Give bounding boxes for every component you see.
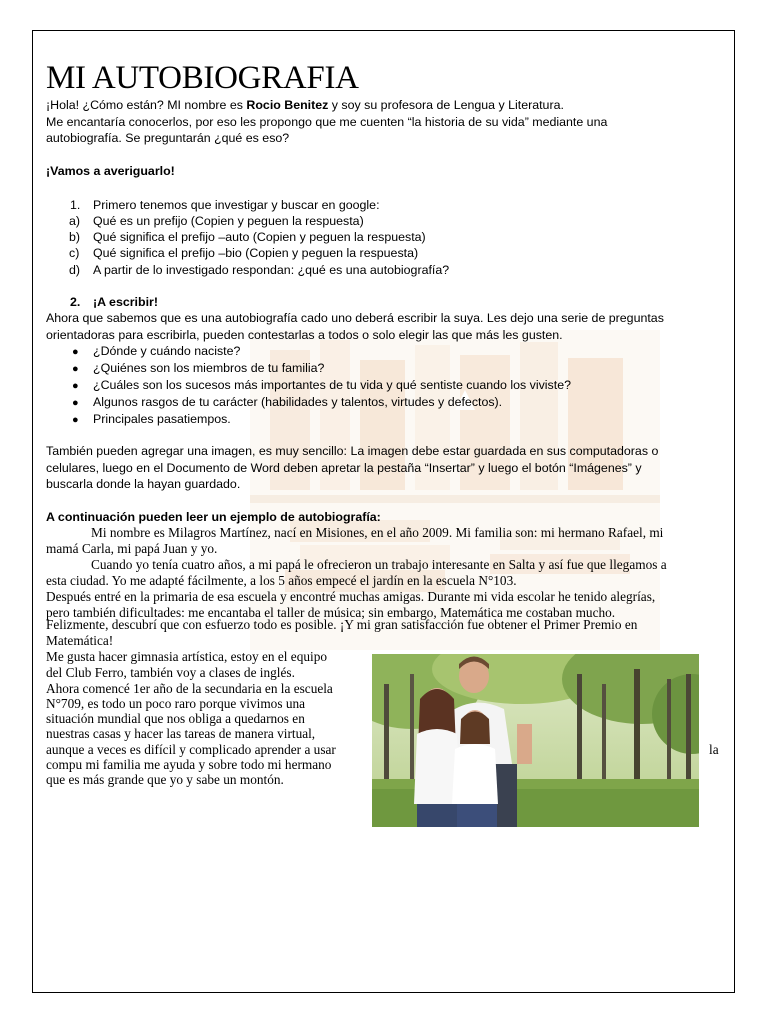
- example-p3-line-4: Matemática!: [46, 633, 114, 648]
- example-p3-line-3: Felizmente, descubrí que con esfuerzo todo es posible. ¡Y mi gran satisfacción fue obtener el Primer Premio en: [46, 617, 638, 632]
- step-2-line-2: orientadoras para escribirla, pueden contestarlas a todos o solo elegir las que más les gusten.: [46, 328, 563, 342]
- bullet-icon: ●: [72, 380, 79, 392]
- example-p3-line-1: Después entré en la primaria de esa escuela y encontré muchas amigas. Durante mi vida escolar he tenido alegrías,: [46, 589, 656, 604]
- sub-item-text: Qué significa el prefijo –auto (Copien y peguen la respuesta): [93, 230, 426, 244]
- sub-item-letter: a): [69, 214, 81, 228]
- intro-text: y soy su profesora de Lengua y Literatura.: [328, 98, 564, 112]
- example-left-line: del Club Ferro, también voy a clases de inglés.: [46, 665, 295, 680]
- bullet-item: ¿Cuáles son los sucesos más importantes de tu vida y qué sentiste cuando los viviste?: [93, 378, 571, 392]
- step-2-text: ¡A escribir!: [93, 295, 158, 309]
- image-note-line-1: También pueden agregar una imagen, es muy sencillo: La imagen debe estar guardada en sus computadoras o: [46, 444, 659, 458]
- sub-item-text: A partir de lo investigado respondan: ¿qué es una autobiografía?: [93, 263, 450, 277]
- step-2-number: 2.: [70, 295, 81, 309]
- example-p1-line-2: mamá Carla, mi papá Juan y yo.: [46, 541, 218, 556]
- example-p2-line-1: Cuando yo tenía cuatro años, a mi papá le ofrecieron un trabajo interesante en Salta y así fue que llegamos a: [91, 557, 667, 572]
- sub-item-letter: b): [69, 230, 81, 244]
- example-p1-line-1: Mi nombre es Milagros Martínez, nací en Misiones, en el año 2009. Mi familia son: mi hermano Rafael, mi: [91, 525, 664, 540]
- example-heading: A continuación pueden leer un ejemplo de autobiografía:: [46, 510, 381, 524]
- bullet-icon: ●: [72, 414, 79, 426]
- example-left-line: Me gusta hacer gimnasia artística, estoy en el equipo: [46, 649, 327, 664]
- intro-text: ¡Hola! ¿Cómo están? MI nombre es: [46, 98, 247, 112]
- image-note-line-3: buscarla donde la hayan guardado.: [46, 477, 241, 491]
- example-left-line: que es más grande que yo y sabe un montón.: [46, 772, 284, 787]
- step-1-text: Primero tenemos que investigar y buscar en google:: [93, 198, 380, 212]
- sub-item-letter: d): [69, 263, 81, 277]
- intro-line-2: Me encantaría conocerlos, por eso les propongo que me cuenten “la historia de su vida” mediante una: [46, 115, 608, 129]
- example-left-line: nuestras casas y hacer las tareas de manera virtual,: [46, 726, 316, 741]
- page-title: MI AUTOBIOGRAFIA: [46, 60, 359, 96]
- section-heading: ¡Vamos a averiguarlo!: [46, 164, 175, 178]
- example-left-line: Ahora comencé 1er año de la secundaria en la escuela: [46, 681, 333, 696]
- bullet-icon: ●: [72, 363, 79, 375]
- bullet-item: Principales pasatiempos.: [93, 412, 231, 426]
- example-left-line: compu mi familia me ayuda y sobre todo mi hermano: [46, 757, 332, 772]
- example-p2-line-2: esta ciudad. Yo me adapté fácilmente, a los 5 años empecé el jardín en la escuela N°103.: [46, 573, 517, 588]
- sub-item-text: Qué significa el prefijo –bio (Copien y peguen la respuesta): [93, 246, 419, 260]
- example-left-line: situación mundial que nos obliga a quedarnos en: [46, 711, 305, 726]
- stray-word: la: [709, 742, 719, 757]
- family-photo: [372, 654, 699, 827]
- example-left-line: N°709, es todo un poco raro porque vivimos una: [46, 696, 306, 711]
- bullet-icon: ●: [72, 346, 79, 358]
- teacher-name: Rocio Benitez: [246, 98, 329, 112]
- step-2-line-1: Ahora que sabemos que es una autobiografía cado uno deberá escribir la suya. Les dejo una serie de preguntas: [46, 311, 664, 325]
- step-1-number: 1.: [70, 198, 81, 212]
- bullet-item: ¿Quiénes son los miembros de tu familia?: [93, 361, 325, 375]
- intro-line-3: autobiografía. Se preguntarán ¿qué es eso?: [46, 131, 290, 145]
- intro-line-1: [46, 98, 564, 112]
- example-p3-line-2: pero también dificultades: me encantaba el taller de música; sin embargo, Matemática me costaban mucho.: [46, 605, 616, 620]
- bullet-item: Algunos rasgos de tu carácter (habilidades y talentos, virtudes y defectos).: [93, 395, 503, 409]
- image-note-line-2: celulares, luego en el Documento de Word deben apretar la pestaña “Insertar” y luego el botón “Imágenes” y: [46, 461, 642, 475]
- bullet-icon: ●: [72, 397, 79, 409]
- sub-item-letter: c): [69, 246, 80, 260]
- example-left-line: aunque a veces es difícil y complicado aprender a usar: [46, 742, 336, 757]
- bullet-item: ¿Dónde y cuándo naciste?: [93, 344, 241, 358]
- sub-item-text: Qué es un prefijo (Copien y peguen la respuesta): [93, 214, 364, 228]
